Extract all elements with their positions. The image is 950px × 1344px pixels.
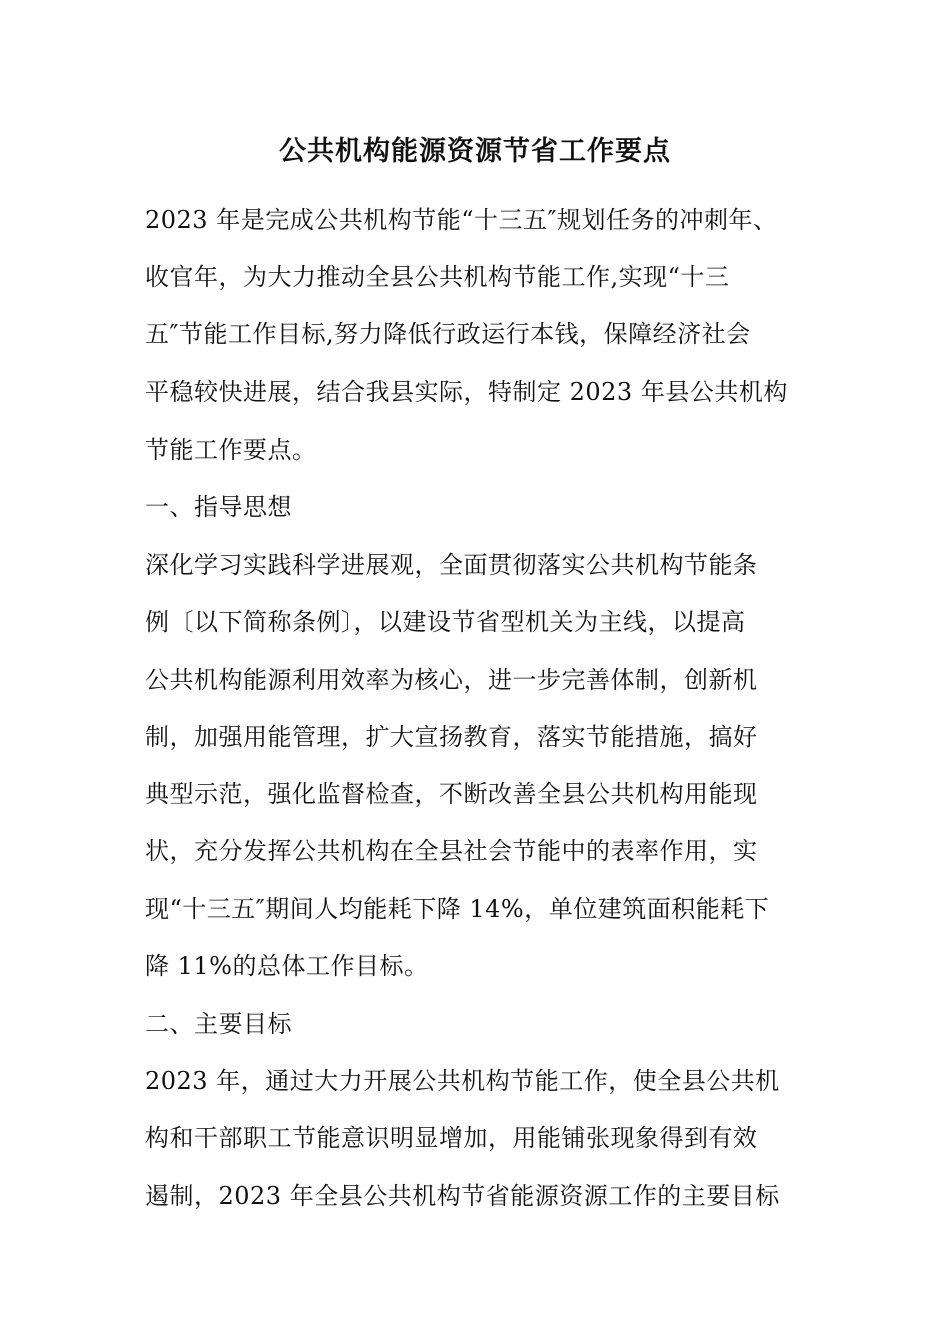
section-heading-main-goals: 二、主要目标 [145,1010,292,1038]
paragraph-line: 收官年，为大力推动全县公共机构节能工作,实现“十三 [145,263,730,291]
paragraph-line: 遏制，2023 年全县公共机构节省能源资源工作的主要目标 [145,1182,780,1210]
paragraph-line: 构和干部职工节能意识明显增加，用能铺张现象得到有效 [145,1124,758,1152]
paragraph-line: 制，加强用能管理，扩大宣扬教育，落实节能措施，搞好 [145,723,758,751]
paragraph-line: 现“十三五″期间人均能耗下降 14%，单位建筑面积能耗下 [145,895,770,923]
paragraph-line: 平稳较快进展，结合我县实际，特制定 2023 年县公共机构 [145,378,788,406]
paragraph-line: 状，充分发挥公共机构在全县社会节能中的表率作用，实 [145,837,758,865]
paragraph-line: 降 11%的总体工作目标。 [145,952,429,980]
section-heading-guiding-ideology: 一、指导思想 [145,493,292,521]
paragraph-line: 公共机构能源利用效率为核心，进一步完善体制，创新机 [145,666,758,694]
document-title: 公共机构能源资源节省工作要点 [279,136,671,167]
paragraph-line: 2023 年，通过大力开展公共机构节能工作，使全县公共机 [145,1067,780,1095]
paragraph-line: 典型示范，强化监督检查，不断改善全县公共机构用能现 [145,780,758,808]
paragraph-line: 节能工作要点。 [145,436,317,464]
paragraph-line: 深化学习实践科学进展观，全面贯彻落实公共机构节能条 [145,551,758,579]
paragraph-line: 五″节能工作目标,努力降低行政运行本钱，保障经济社会 [145,320,751,348]
paragraph-line: 例〔以下简称条例〕，以建设节省型机关为主线，以提高 [145,608,746,636]
paragraph-line: 2023 年是完成公共机构节能“十三五″规划任务的冲刺年、 [145,206,778,234]
